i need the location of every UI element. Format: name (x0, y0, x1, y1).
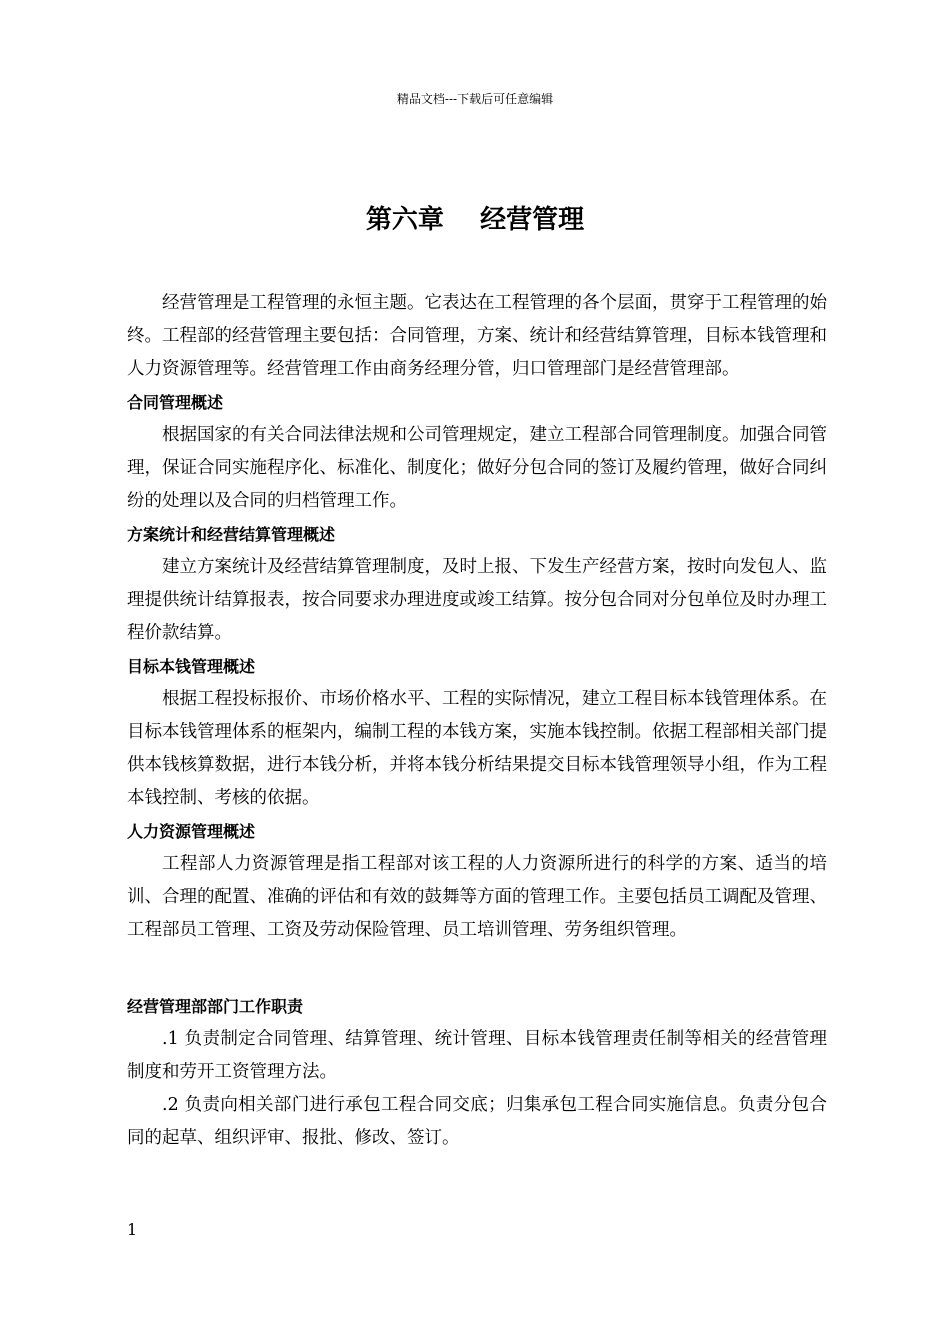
section-body-human-resources: 工程部人力资源管理是指工程部对该工程的人力资源所进行的科学的方案、适当的培训、合理的配置、准确的评估和有效的鼓舞等方面的管理工作。主要包括员工调配及管理、工程部员工管理、工资及劳动保险管理、员工培训管理、劳务组织管理。 (127, 854, 827, 940)
chapter-title: 第六章 经营管理 (365, 205, 585, 236)
section-heading-contract: 合同管理概述 (127, 393, 224, 412)
section-body-plan-statistics: 建立方案统计及经营结算管理制度，及时上报、下发生产经营方案，按时向发包人、监理提供统计结算报表，按合同要求办理进度或竣工结算。按分包合同对分包单位及时办理工程价款结算。 (127, 557, 827, 643)
section-body-target-cost: 根据工程投标报价、市场价格水平、工程的实际情况，建立工程目标本钱管理体系。在目标本钱管理体系的框架内，编制工程的本钱方案，实施本钱控制。依据工程部相关部门提供本钱核算数据，进行本钱分析，并将本钱分析结果提交目标本钱管理领导小组，作为工程本钱控制、考核的依据。 (127, 689, 827, 808)
intro-paragraph: 经营管理是工程管理的永恒主题。它表达在工程管理的各个层面，贯穿于工程管理的始终。工程部的经营管理主要包括：合同管理，方案、统计和经营结算管理，目标本钱管理和人力资源管理等。经营管理工作由商务经理分管，归口管理部门是经营管理部。 (127, 293, 827, 379)
document-body (127, 287, 827, 1155)
header-note: 精品文档---下载后可任意编辑 (396, 92, 554, 106)
duty-item: .2 负责向相关部门进行承包工程合同交底；归集承包工程合同实施信息。负责分包合同的起草、组织评审、报批、修改、签订。 (127, 1095, 827, 1148)
section-heading-plan-statistics: 方案统计和经营结算管理概述 (127, 525, 336, 544)
page-number: 1 (127, 1220, 138, 1239)
section-heading-target-cost: 目标本钱管理概述 (127, 657, 256, 676)
duties-heading: 经营管理部部门工作职责 (127, 997, 304, 1016)
duty-item: .1 负责制定合同管理、结算管理、统计管理、目标本钱管理责任制等相关的经营管理制度和劳开工资管理方法。 (127, 1029, 827, 1082)
section-heading-human-resources: 人力资源管理概述 (127, 822, 256, 841)
section-body-contract: 根据国家的有关合同法律法规和公司管理规定，建立工程部合同管理制度。加强合同管理，保证合同实施程序化、标准化、制度化；做好分包合同的签订及履约管理，做好合同纠纷的处理以及合同的归档管理工作。 (127, 425, 827, 511)
